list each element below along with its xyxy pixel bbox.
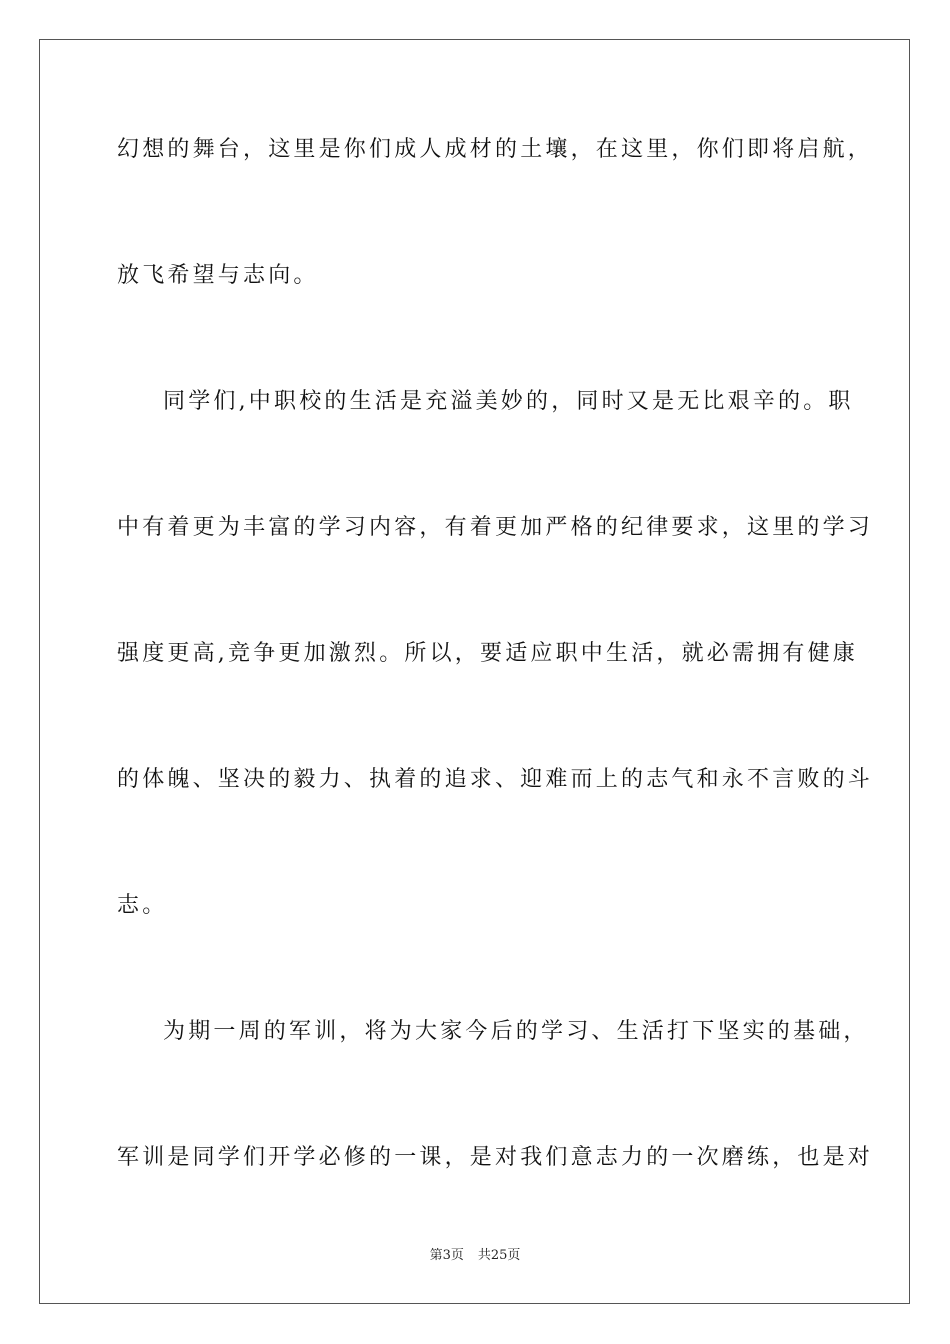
text-line: 放飞希望与志向。 xyxy=(117,263,319,288)
text-line: 的体魄、坚决的毅力、执着的追求、迎难而上的志气和永不言败的斗 xyxy=(117,767,874,792)
paragraph-start-line: 为期一周的军训，将为大家今后的学习、生活打下坚实的基础， xyxy=(163,1019,869,1044)
text-line: 志。 xyxy=(117,893,168,918)
text-line: 中有着更为丰富的学习内容，有着更加严格的纪律要求，这里的学习 xyxy=(117,515,874,540)
text-line: 军训是同学们开学必修的一课，是对我们意志力的一次磨练，也是对 xyxy=(117,1145,874,1170)
page-frame xyxy=(39,39,910,1304)
page-number: 第3页 xyxy=(429,1248,464,1263)
text-line: 幻想的舞台，这里是你们成人成材的土壤，在这里，你们即将启航， xyxy=(117,137,874,162)
text-line: 强度更高,竞争更加激烈。所以，要适应职中生活，就必需拥有健康 xyxy=(117,641,858,666)
page-total: 共25页 xyxy=(477,1248,521,1263)
paragraph-start-line: 同学们,中职校的生活是充溢美妙的，同时又是无比艰辛的。职 xyxy=(163,389,854,414)
page-footer xyxy=(0,1248,950,1264)
